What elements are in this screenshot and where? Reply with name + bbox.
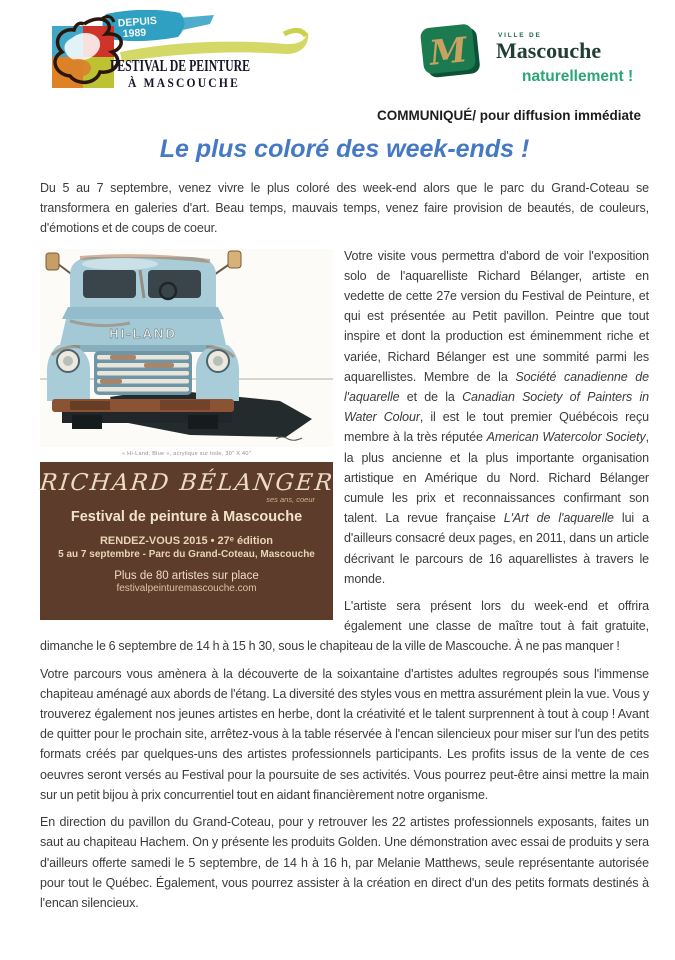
poster-artist-count: Plus de 80 artistes sur place xyxy=(114,569,259,582)
truck-painting xyxy=(40,249,333,447)
logo-depuis-label: DEPUIS xyxy=(117,14,158,30)
logo-festival-line1: FESTIVAL DE PEINTURE xyxy=(110,56,250,75)
page-title: Le plus coloré des week-ends ! xyxy=(159,135,530,163)
city-logo-name: Mascouche xyxy=(496,38,602,63)
city-logo xyxy=(404,20,649,88)
text-segment: lui a d'ailleurs consacré deux pages, en 2011, dans un article décrivant le parcours de 16 aquarellistes à travers le monde. xyxy=(344,511,649,586)
festival-poster-figure xyxy=(38,249,336,620)
paragraph-masterclass: L'artiste sera présent lors du week-end et offrira également une classe de maître tout à fait gratuite, dimanche le 6 septembre de 14 h à 15 h 30, sous le chapiteau de la ville de Mascouche. À ne pas manquer ! xyxy=(40,599,649,654)
paragraph-tour: Votre parcours vous amènera à la découverte de la soixantaine d'artistes adultes regroupés sous l'immense chapiteau aménagé aux abords de l'étang. La diversité des styles vous en mettra assurément plein la vue. Vous y trouverez également nos jeunes artistes en herbe, dont la créativité et le talent surprennent à tout à coup ! Avant de quitter pour le prochain site, arrêtez-vous à la table réservée à l'encan silencieux pour miser sur l'un des petits formats créés par quelques-uns des artistes professionnels participants. Les profits issus de la vente de ces oeuvres seront versés au Festival pour la poursuite de ses activités. Vous pourrez peut-être ainsi mettre la main sur un petit bijou à prix concurrentiel tout en aidant financièrement notre organisme. xyxy=(40,666,649,802)
poster-dates: 5 au 7 septembre - Parc du Grand-Coteau, Mascouche xyxy=(58,548,315,560)
m-emblem-icon xyxy=(420,23,481,79)
text-segment: , il est le tout premier Québécois reçu membre à la très réputée xyxy=(344,410,649,445)
poster-website: festivalpeinturemascouche.com xyxy=(116,582,257,594)
text-segment: Votre visite vous permettra d'abord de voir l'exposition solo de l'aquarelliste Richard Bélanger, artiste en vedette de cette 27e version du Festival de Peinture, et qui est présentée au Petit pavillon. Peintre que tout inspire et dont la production est éminemment riche et variée, Richard Bélanger est une sommité parmi les aquarellistes. Membre de la xyxy=(344,248,649,384)
poster-festival-title: Festival de peinture à Mascouche xyxy=(70,508,303,525)
poster xyxy=(38,462,336,620)
text-segment: et de la xyxy=(399,390,463,405)
poster-edition: RENDEZ-VOUS 2015 • 27ᵉ édition xyxy=(99,534,274,547)
header xyxy=(40,10,649,100)
poster-artist-name: RICHARD BÉLANGER xyxy=(38,469,336,496)
festival-logo xyxy=(50,10,312,96)
paragraph-pavilion: En direction du pavillon du Grand-Coteau, pour y retrouver les 22 artistes professionnels exposants, faites un saut au chapiteau Hachem. On y présente les produits Golden. Une démonstration avec essai de produits y sera d'ailleurs offerte samedi le 5 septembre, de 14 h à 16 h, par Melanie Matthews, seule représentante autorisée pour tout le Québec. Également, vous pourrez assister à la création en direct d'un des petits formats destinés à l'encan silencieux. xyxy=(40,815,649,910)
truck-icon xyxy=(46,251,241,429)
city-logo-villede-label: VILLE DE xyxy=(498,32,542,39)
paragraph-intro: Du 5 au 7 septembre, venez vivre le plus coloré des week-end alors que le parc du Grand-Coteau se transformera en galeries d'art. Beau temps, mauvais temps, venez faire provision de beautés, de couleurs, d'émotions et de coups de coeur. xyxy=(40,181,649,236)
communique-line: COMMUNIQUÉ/ pour diffusion immédiate xyxy=(376,108,641,123)
painting-caption: « Hi-Land, Blue », acrylique sur toile, 30" X 40" xyxy=(40,447,333,462)
text-segment: L'Art de l'aquarelle xyxy=(503,511,614,526)
text-segment: Canadian Society of Painters in Water Colour xyxy=(344,390,650,425)
m-emblem-letter: M xyxy=(427,30,470,74)
city-logo-tagline: naturellement ! xyxy=(522,68,634,85)
text-segment: Société canadienne de l'aquarelle xyxy=(344,369,649,405)
text-segment: , la plus ancienne et la plus importante organisation artistique en Amérique du Nord. Richard Bélanger cumule les prix et reconnaissances confirmant son talent. La revue française xyxy=(344,430,649,526)
text-segment: American Watercolor Society xyxy=(486,430,646,445)
truck-hood-text: HI-LAND xyxy=(109,325,177,341)
poster-tagline: ses ans, coeur xyxy=(266,494,315,504)
logo-year-label: 1989 xyxy=(122,26,147,41)
logo-festival-line2: À MASCOUCHE xyxy=(128,75,240,90)
